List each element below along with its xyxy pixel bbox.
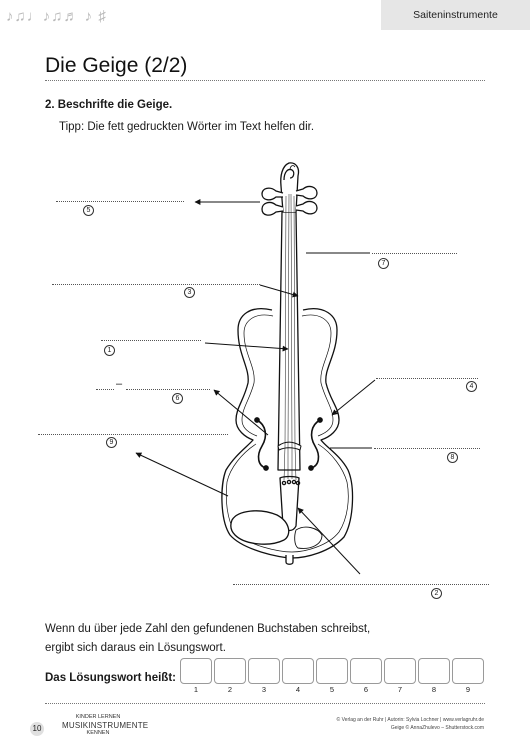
answer-line-3[interactable] [52,284,260,285]
solution-box-number: 9 [465,685,471,694]
solution-box-number: 5 [329,685,335,694]
section-tag: Saiteninstrumente [381,0,530,30]
answer-line-4[interactable] [376,378,478,379]
series-logo-main: MUSIKINSTRUMENTE [62,721,149,730]
answer-line-9[interactable] [38,434,228,435]
label-dash: – [116,378,123,390]
label-number-9: 9 [106,437,117,448]
series-logo-top: KINDER LERNEN [75,714,121,720]
image-credit: Geige © AnnaZhulevo – Shutterstock.com [390,725,484,731]
solution-box-number: 4 [295,685,301,694]
instruction-text [45,620,445,658]
solution-box-number: 6 [363,685,369,694]
solution-label: Das Lösungswort heißt: [45,672,176,684]
task-tip: Tipp: Die fett gedruckten Wörter im Text helfen dir. [59,121,315,133]
answer-line-1[interactable] [101,340,201,341]
publisher-credit: © Verlag an der Ruhr | Autorin: Sylvia Lochner | www.verlagruhr.de [336,717,484,723]
label-number-3: 3 [184,287,195,298]
instruction-line-2: ergibt sich daraus ein Lösungswort. [45,642,226,654]
label-number-2: 2 [431,588,442,599]
solution-box-1[interactable] [180,658,212,684]
instruction-line-1: Wenn du über jede Zahl den gefundenen Buchstaben schreibst, [45,623,371,635]
answer-line-6a[interactable] [96,389,114,390]
answer-line-6b[interactable] [126,389,210,390]
solution-box-7[interactable] [384,658,416,684]
label-number-4: 4 [466,381,477,392]
solution-box-2[interactable] [214,658,246,684]
label-number-7: 7 [378,258,389,269]
page-title: Die Geige (2/2) [45,54,188,77]
solution-box-number: 1 [193,685,199,694]
series-logo [62,714,149,737]
solution-box-4[interactable] [282,658,314,684]
label-number-1: 1 [104,345,115,356]
music-notes-decoration: ♪♫♩♪♫♬ ♪ ♯ [6,8,107,25]
solution-box-6[interactable] [350,658,382,684]
solution-box-9[interactable] [452,658,484,684]
page-number: 10 [30,722,44,736]
solution-box-8[interactable] [418,658,450,684]
answer-line-8[interactable] [374,448,480,449]
solution-box-5[interactable] [316,658,348,684]
label-number-8: 8 [447,452,458,463]
answer-line-7[interactable] [372,253,457,254]
solution-box-number: 2 [227,685,233,694]
series-logo-bottom: KENNEN [86,730,110,736]
label-number-6: 6 [172,393,183,404]
answer-line-5[interactable] [56,201,184,202]
solution-box-number: 7 [397,685,403,694]
footer-divider [45,703,485,704]
solution-box-number: 8 [431,685,437,694]
solution-box-number: 3 [261,685,267,694]
answer-line-2[interactable] [233,584,489,585]
label-number-5: 5 [83,205,94,216]
task-heading: 2. Beschrifte die Geige. [45,99,173,111]
solution-box-3[interactable] [248,658,280,684]
